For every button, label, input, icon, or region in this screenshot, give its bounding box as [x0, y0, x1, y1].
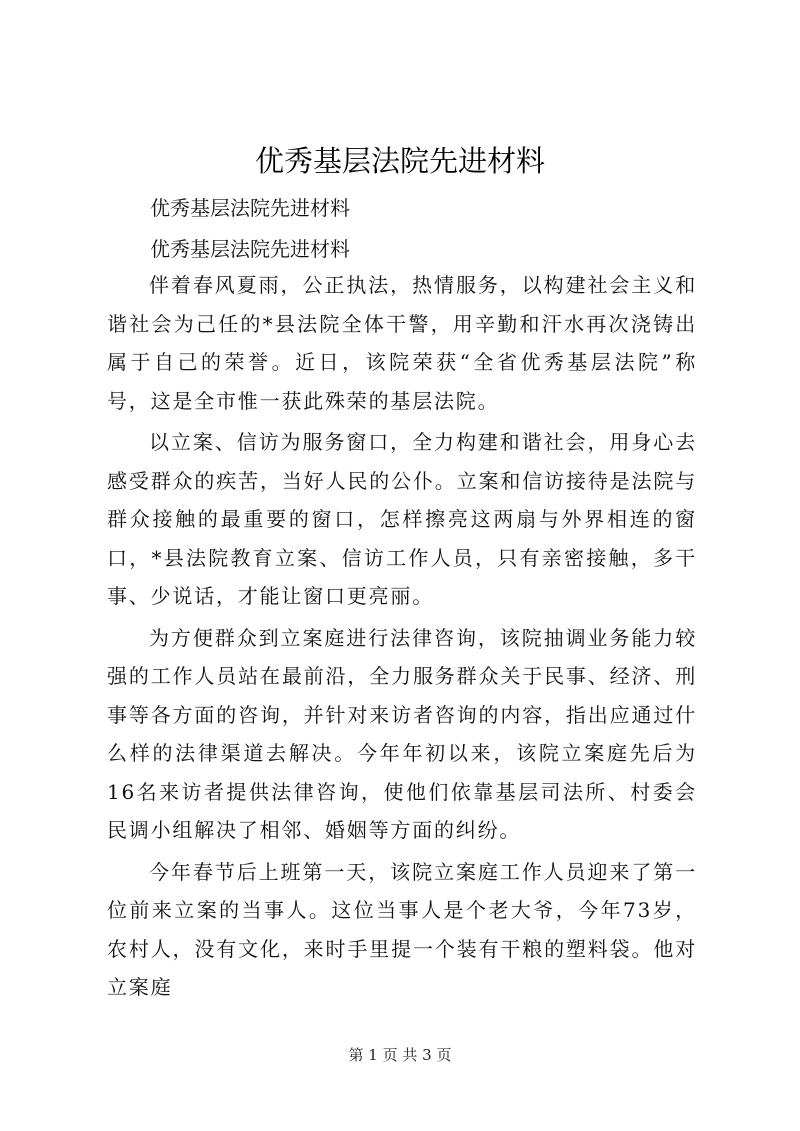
paragraph-1: 伴着春风夏雨，公正执法，热情服务，以构建社会主义和谐社会为己任的*县法院全体干警，用辛勤和汗水再次浇铸出属于自己的荣誉。近日，该院荣获“全省优秀基层法院”称号，这是全市惟一获此殊荣的基层法院。	[107, 273, 697, 413]
paragraph-3: 为方便群众到立案庭进行法律咨询，该院抽调业务能力较强的工作人员站在最前沿，全力服务群众关于民事、经济、刑事等各方面的咨询，并针对来访者咨询的内容，指出应通过什么样的法律渠道去解决。今年年初以来，该院立案庭先后为16名来访者提供法律咨询，使他们依靠基层司法所、村委会民调小组解决了相邻、婚姻等方面的纠纷。	[107, 625, 697, 842]
document-subtitle-2: 优秀基层法院先进材料	[150, 237, 350, 261]
paragraph-4: 今年春节后上班第一天，该院立案庭工作人员迎来了第一位前来立案的当事人。这位当事人是个老大爷，今年73岁，农村人，没有文化，来时手里提一个装有干粮的塑料袋。他对立案庭	[107, 859, 697, 999]
document-subtitle-1: 优秀基层法院先进材料	[150, 196, 350, 220]
document-body	[107, 266, 697, 1010]
page-number-footer: 第 1 页 共 3 页	[348, 1046, 452, 1064]
paragraph-2: 以立案、信访为服务窗口，全力构建和谐社会，用身心去感受群众的疾苦，当好人民的公仆。立案和信访接待是法院与群众接触的最重要的窗口，怎样擦亮这两扇与外界相连的窗口，*县法院教育立案、信访工作人员，只有亲密接触，多干事、少说话，才能让窗口更亮丽。	[107, 430, 697, 608]
document-title: 优秀基层法院先进材料	[254, 144, 545, 178]
